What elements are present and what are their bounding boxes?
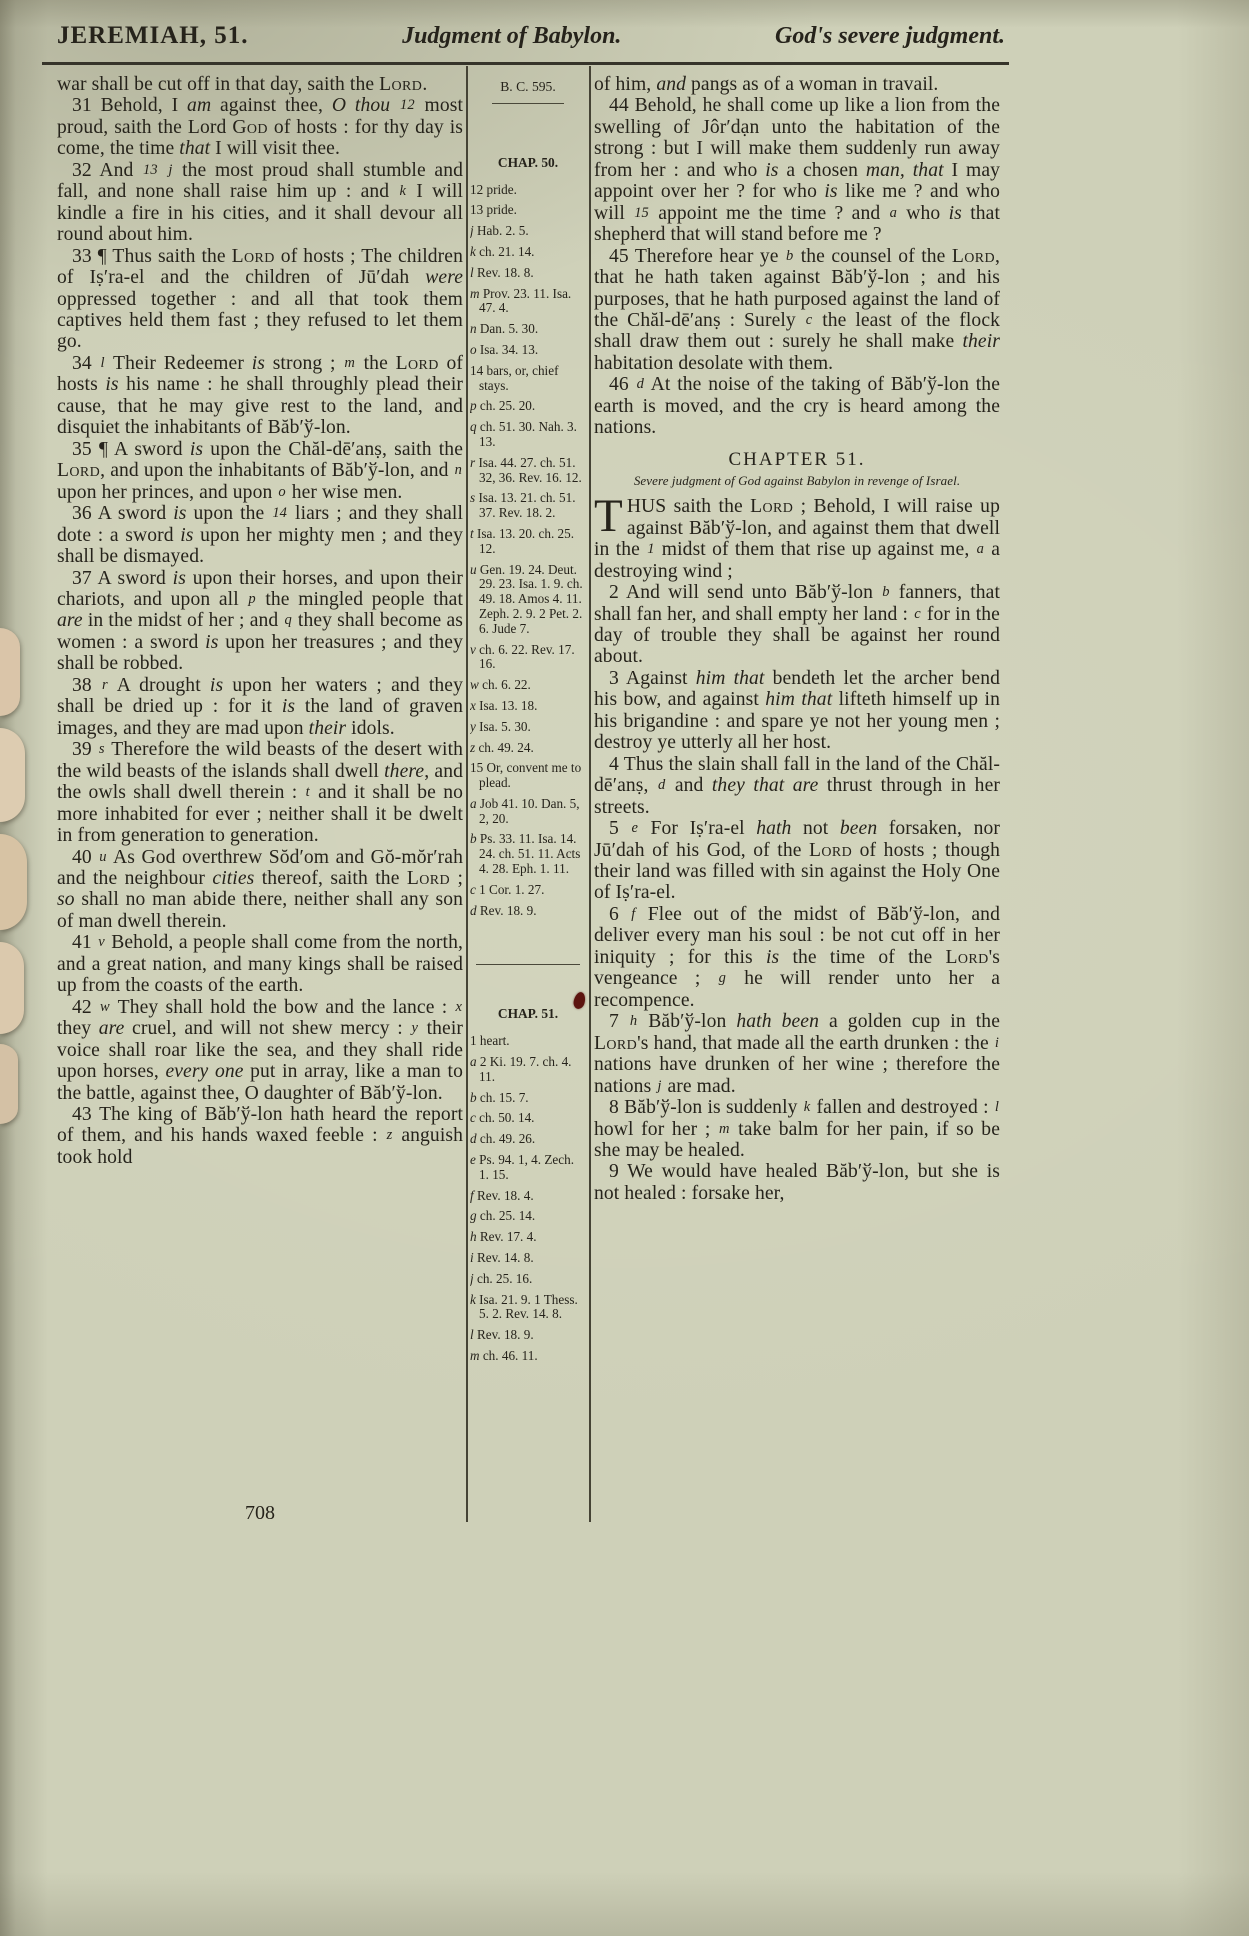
verse-paragraph: 2 And will send unto Băb′ў-lon b fanners, that shall fan her, and shall empty her land : c for in the day of trouble they shall be against her round about.	[594, 582, 1001, 668]
reference-entry: k ch. 21. 14.	[470, 243, 535, 259]
reference-entry: m Prov. 23. 11. Isa. 47. 4.	[470, 285, 572, 316]
reference-entry: 1 heart.	[470, 1033, 510, 1049]
reference-entry: r Isa. 44. 27. ch. 51. 32, 36. Rev. 16. 12.	[470, 454, 582, 485]
reference-entry: f Rev. 18. 4.	[470, 1187, 534, 1203]
reference-entry: o Isa. 34. 13.	[470, 341, 539, 357]
reference-entry: i Rev. 14. 8.	[470, 1250, 534, 1266]
reference-entry: l Rev. 18. 9.	[470, 1327, 534, 1343]
verse-paragraph: 4 Thus the slain shall fall in the land of the Chăl-dē′anṣ, d and they that are thrust through in her streets.	[594, 753, 1000, 818]
verse-paragraph: 40 u As God overthrew Sŏd′om and Gŏ-mŏr′rah and the neighbour cities thereof, saith the Lord ; so shall no man abide there, neither shall any son of man dwell therein.	[57, 846, 464, 932]
reference-entry: 12 pride.	[470, 181, 517, 197]
chap-50-references	[470, 183, 586, 919]
chap-51-heading: CHAP. 51.	[497, 1006, 559, 1022]
verse-paragraph: 8 Băb′ў-lon is suddenly k fallen and destroyed : l howl for her ; m take balm for her pain, if so be she may be healed.	[594, 1097, 1001, 1161]
header-rule	[42, 62, 1009, 65]
verse-paragraph: 36 A sword is upon the 14 liars ; and they shall dote : a sword is upon her mighty men ; and they shall be dismayed.	[57, 503, 463, 568]
verse-paragraph: 32 And 13 j the most proud shall stumble and fall, and none shall raise him up : and k I will kindle a fire in his cities, and it shall devour all round about him.	[57, 159, 463, 246]
thumb-index-tab	[0, 1044, 18, 1124]
reference-entry: z ch. 49. 24.	[470, 739, 534, 755]
reference-entry: d Rev. 18. 9.	[470, 902, 537, 918]
page-number: 708	[245, 1502, 275, 1524]
verse-paragraph: 34 l Their Redeemer is strong ; m the Lord of hosts is his name : he shall throughly plead their cause, that he may give rest to the land, and disquiet the inhabitants of Băb′ў-lon.	[57, 352, 464, 439]
reference-entry: a Job 41. 10. Dan. 5, 2, 20.	[470, 795, 580, 826]
chap-51-references	[470, 1034, 586, 1364]
verse-paragraph: 45 Therefore hear ye b the counsel of the Lord, that he hath taken against Băb′ў-lon ; and his purposes, that he hath purposed against the land of the Chăl-dē′anṣ : Surely c the least of the flock shall draw them out : surely he shall make their habitation desolate with them.	[594, 245, 1001, 374]
reference-entry: d ch. 49. 26.	[470, 1131, 536, 1147]
column-rule-right	[589, 66, 591, 1522]
reference-entry: n Dan. 5. 30.	[470, 321, 539, 337]
reference-entry: b Ps. 33. 11. Isa. 14. 24. ch. 51. 11. Acts 4. 28. Eph. 1. 11.	[470, 831, 581, 877]
left-text-column	[57, 74, 463, 1168]
reference-entry: j ch. 25. 16.	[470, 1270, 533, 1286]
reference-entry: g ch. 25. 14.	[470, 1208, 536, 1224]
reference-entry: y Isa. 5. 30.	[470, 718, 531, 734]
verse-paragraph: of him, and pangs as of a woman in travail.	[594, 74, 939, 95]
reference-entry: t Isa. 13. 20. ch. 25. 12.	[470, 525, 575, 556]
reference-entry: b ch. 15. 7.	[470, 1089, 529, 1105]
verse-paragraph: 41 v Behold, a people shall come from the north, and a great nation, and many kings shall be raised up from the coasts of the earth.	[57, 932, 463, 997]
reference-entry: c ch. 50. 14.	[470, 1110, 535, 1126]
bc-rule	[492, 103, 564, 104]
reference-entry: w ch. 6. 22.	[470, 677, 531, 693]
thumb-index-tab	[0, 728, 25, 822]
verse-paragraph: 38 r A drought is upon her waters ; and they shall be dried up : for it is the land of graven images, and they are mad upon their idols.	[57, 674, 463, 739]
reference-entry: p ch. 25. 20.	[470, 398, 536, 414]
verse-paragraph: THUS saith the Lord ; Behold, I will raise up against Băb′ў-lon, and against them that dwell in the 1 midst of them that rise up against me, a a destroying wind ;	[594, 490, 1000, 582]
verse-paragraph: 42 w They shall hold the bow and the lance : x they are cruel, and will not shew mercy : y their voice shall roar like the sea, and they shall ride upon horses, every one put in array, like a man to the battle, against thee, O daughter of Băb′ў-lon.	[57, 996, 463, 1104]
verse-paragraph: 35 ¶ A sword is upon the Chăl-dē′anṣ, saith the Lord, and upon the inhabitants of Băb′ў-lon, and n upon her princes, and upon o her wise men.	[57, 438, 463, 503]
reference-entry: e Ps. 94. 1, 4. Zech. 1. 15.	[470, 1152, 575, 1182]
page-header	[57, 22, 1005, 50]
running-head-left: Judgment of Babylon.	[402, 23, 622, 49]
bc-date: B. C. 595.	[500, 80, 556, 94]
verse-paragraph: 33 ¶ Thus saith the Lord of hosts ; The children of Iṣ′ra-el and the children of Jū′dah were oppressed together : and all that took them captives held them fast ; they refused to let them go.	[57, 245, 463, 353]
thumb-index-tab	[0, 834, 27, 930]
reference-entry: 15 Or, convent me to plead.	[470, 760, 582, 791]
reference-entry: 14 bars, or, chief stays.	[470, 362, 559, 393]
chapter-heading: CHAPTER 51.	[728, 448, 866, 470]
reference-entry: v ch. 6. 22. Rev. 17. 16.	[470, 641, 575, 672]
reference-entry: m ch. 46. 11.	[470, 1348, 538, 1364]
verses-chapter-50-end	[594, 74, 1000, 439]
verse-paragraph: 3 Against him that bendeth let the archer bend his bow, and against him that lifteth himself up in his brigandine : and spare ye not her young men ; destroy ye utterly all her host.	[594, 667, 1001, 754]
reference-entry: j Hab. 2. 5.	[470, 223, 529, 239]
verse-paragraph: 7 h Băb′ў-lon hath been a golden cup in the Lord's hand, that made all the earth drunken : the i nations have drunken of her wine ; therefore the nations j are mad.	[594, 1011, 1000, 1097]
verse-paragraph: 31 Behold, I am against thee, O thou 12 most proud, saith the Lord God of hosts : for thy day is come, the time that I will visit thee.	[57, 95, 464, 160]
verse-paragraph: 9 We would have healed Băb′ў-lon, but she is not healed : forsake her,	[594, 1161, 1000, 1204]
reference-divider	[476, 964, 580, 965]
reference-entry: q ch. 51. 30. Nah. 3. 13.	[470, 419, 577, 449]
reference-entry: 13 pride.	[470, 202, 517, 218]
reference-entry: c 1 Cor. 1. 27.	[470, 881, 545, 897]
reference-entry: l Rev. 18. 8.	[470, 264, 534, 280]
book-title: JEREMIAH, 51.	[57, 22, 249, 49]
verse-paragraph: 6 f Flee out of the midst of Băb′ў-lon, and deliver every man his soul : be not cut off in her iniquity ; for this is the time of the Lord's vengeance ; g he will render unto her a recompence.	[594, 903, 1001, 1011]
reference-entry: h Rev. 17. 4.	[470, 1229, 537, 1245]
thumb-index-tab	[0, 628, 20, 716]
reference-entry: x Isa. 13. 18.	[470, 697, 538, 713]
reference-entry: k Isa. 21. 9. 1 Thess. 5. 2. Rev. 14. 8.	[470, 1291, 578, 1322]
verse-paragraph: 44 Behold, he shall come up like a lion from the swelling of Jôr′dạn unto the habitation of the strong : but I will make them suddenly run away from her : and who is a chosen man, that I may appoint over her ? for who is like me ? and who will 15 appoint me the time ? and a who is that shepherd that will stand before me ?	[594, 95, 1001, 246]
running-head-right: God's severe judgment.	[775, 23, 1005, 49]
chap-50-heading: CHAP. 50.	[497, 154, 559, 170]
verse-paragraph: 5 e For Iṣ′ra-el hath not been forsaken, nor Jū′dah of his God, of the Lord of hosts ; though their land was filled with sin against the Holy One of Iṣ′ra-el.	[594, 818, 1001, 904]
reference-entry: a 2 Ki. 19. 7. ch. 4. 11.	[470, 1054, 572, 1084]
thumb-index-tab	[0, 942, 24, 1034]
verse-paragraph: 37 A sword is upon their horses, and upon their chariots, and upon all p the mingled people that are in the midst of her ; and q they shall become as women : a sword is upon her treasures ; and they shall be robbed.	[57, 567, 463, 675]
verse-paragraph: war shall be cut off in that day, saith the Lord.	[57, 74, 428, 95]
chapter-summary: Severe judgment of God against Babylon in revenge of Israel.	[633, 473, 961, 489]
column-rule-left	[466, 66, 468, 1522]
reference-column	[470, 80, 586, 1528]
reference-entry: s Isa. 13. 21. ch. 51. 37. Rev. 18. 2.	[470, 490, 576, 521]
verse-paragraph: 46 d At the noise of the taking of Băb′ў-lon the earth is moved, and the cry is heard among the nations.	[594, 374, 1000, 439]
verse-paragraph: 39 s Therefore the wild beasts of the desert with the wild beasts of the islands shall dwell there, and the owls shall dwell therein : t and it shall be no more inhabited for ever ; neither shall it be dwelt in from generation to generation.	[57, 739, 464, 847]
right-text-column	[594, 74, 1000, 1204]
reference-entry: u Gen. 19. 24. Deut. 29. 23. Isa. 1. 9. ch. 49. 18. Amos 4. 11. Zeph. 2. 9. 2 Pet. 2. 6. Jude 7.	[470, 561, 583, 636]
verse-paragraph: 43 The king of Băb′ў-lon hath heard the report of them, and his hands waxed feeble : z anguish took hold	[57, 1104, 463, 1168]
verses-chapter-51	[594, 490, 1001, 1204]
